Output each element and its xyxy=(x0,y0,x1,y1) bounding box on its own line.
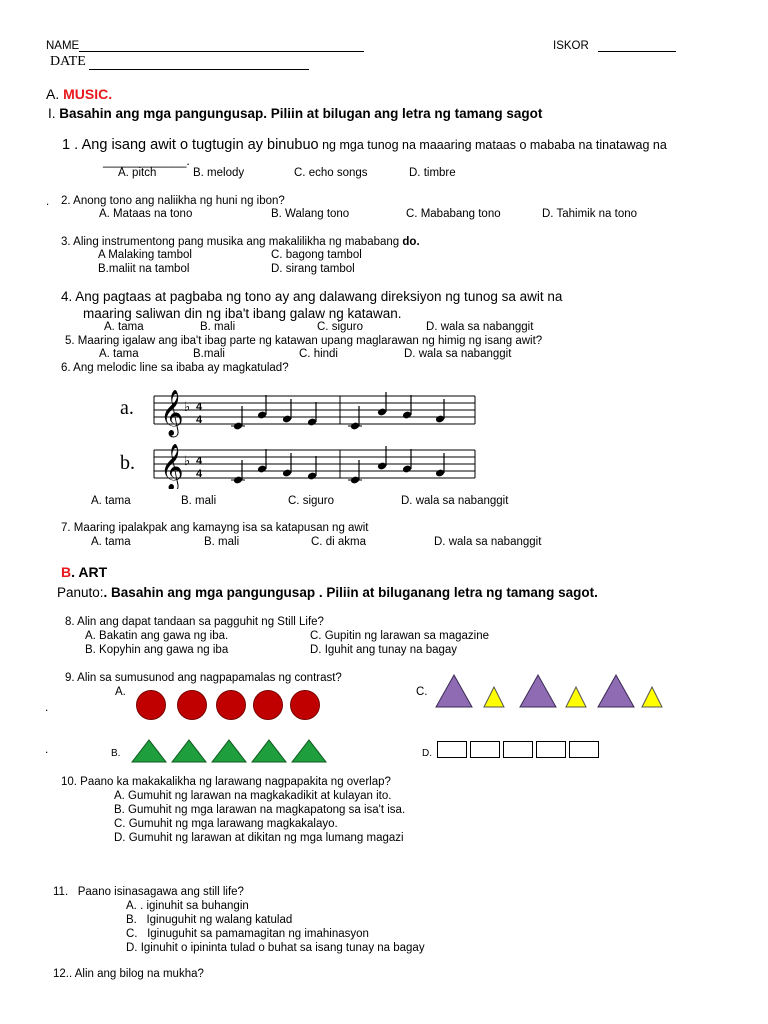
yellow-triangle xyxy=(566,687,586,707)
q3-choice-b[interactable]: B.maliit na tambol xyxy=(98,263,190,275)
q10-choice-c[interactable]: C. Gumuhit ng mga larawang magkakalayo. xyxy=(114,818,338,830)
score-line xyxy=(598,51,676,52)
q5-choice-b[interactable]: B.mali xyxy=(193,348,225,360)
q9-bullet: . xyxy=(45,742,49,756)
q2-choice-c[interactable]: C. Mababang tono xyxy=(406,208,501,220)
q11-choice-a[interactable]: A. . iginuhit sa buhangin xyxy=(126,900,249,912)
q1-choice-b[interactable]: B. melody xyxy=(193,167,245,179)
q8-choice-b[interactable]: B. Kopyhin ang gawa ng iba xyxy=(85,644,229,656)
white-rectangle xyxy=(437,741,467,758)
q7-choice-c[interactable]: C. di akma xyxy=(311,536,366,548)
q3-choice-a[interactable]: A Malaking tambol xyxy=(98,249,192,261)
q10-choice-b[interactable]: B. Gumuhit ng mga larawan na magkapatong sa isa't isa. xyxy=(114,804,406,816)
yellow-triangle xyxy=(642,687,662,707)
q9-triangles-b xyxy=(130,738,340,764)
red-circle xyxy=(177,690,207,720)
score-field[interactable] xyxy=(553,40,676,52)
staff-a-notes xyxy=(231,392,445,430)
q7-choice-b[interactable]: B. mali xyxy=(204,536,240,548)
treble-clef-icon: 𝄞 xyxy=(160,444,184,489)
q6-choice-a[interactable]: A. tama xyxy=(91,495,131,507)
date-line xyxy=(89,69,309,70)
section-a-heading xyxy=(46,86,112,102)
section-a-instruction: I. Basahin ang mga pangungusap. Piliin at bilugan ang letra ng tamang sagot xyxy=(48,106,543,121)
purple-triangle xyxy=(520,675,556,707)
q1-blank: ____________. xyxy=(103,154,190,168)
red-circle xyxy=(136,690,166,720)
melodic-line-staves xyxy=(110,384,480,489)
flat-icon: ♭ xyxy=(184,454,191,469)
q9-label-b[interactable]: B. xyxy=(111,748,121,759)
q2-choice-b[interactable]: B. Walang tono xyxy=(271,208,350,220)
section-b-title: . ART xyxy=(71,564,108,580)
green-triangle xyxy=(212,740,246,762)
q3-choice-c[interactable]: C. bagong tambol xyxy=(271,249,362,261)
q11-choice-c[interactable]: C. Iginuguhit sa pamamagitan ng imahinasyon xyxy=(126,928,369,940)
date-label: DATE xyxy=(50,54,86,69)
q11-choice-d[interactable]: D. Iginuhit o ipininta tulad o buhat sa isang tunay na bagay xyxy=(126,942,425,954)
section-b-letter: B xyxy=(61,564,72,580)
green-triangle xyxy=(132,740,166,762)
question-3: 3. Aling instrumentong pang musika ang makalilikha ng mababang do. xyxy=(61,236,420,248)
green-triangle xyxy=(252,740,286,762)
q4-choice-b[interactable]: B. mali xyxy=(200,321,236,333)
name-label: NAME xyxy=(46,40,80,52)
q7-choice-a[interactable]: A. tama xyxy=(91,536,131,548)
score-label: ISKOR xyxy=(553,40,589,52)
yellow-triangle xyxy=(484,687,504,707)
section-b-instruction: Panuto:. Basahin ang mga pangungusap . Piliin at biluganang letra ng tamang sagot. xyxy=(57,585,598,600)
q8-choice-c[interactable]: C. Gupitin ng larawan sa magazine xyxy=(310,630,489,642)
q6-choice-b[interactable]: B. mali xyxy=(181,495,217,507)
time-signature: 4 xyxy=(196,414,203,426)
q4-choice-a[interactable]: A. tama xyxy=(104,321,144,333)
green-triangle xyxy=(292,740,326,762)
question-9: 9. Alin sa sumusunod ang nagpapamalas ng contrast? xyxy=(65,672,342,684)
green-triangle xyxy=(172,740,206,762)
question-5: 5. Maaring igalaw ang iba't ibag parte ng katawan upang maglarawan ng himig ng isang awit? xyxy=(65,335,543,347)
q8-choice-a[interactable]: A. Bakatin ang gawa ng iba. xyxy=(85,630,229,642)
q1-choice-c[interactable]: C. echo songs xyxy=(294,167,368,179)
name-field[interactable] xyxy=(46,40,364,52)
section-b-heading xyxy=(61,564,107,580)
question-12: 12.. Alin ang bilog na mukha? xyxy=(53,968,204,980)
staff-b-notes xyxy=(231,446,445,484)
section-a-title: MUSIC. xyxy=(63,86,113,102)
q3-choice-d[interactable]: D. sirang tambol xyxy=(271,263,355,275)
date-field[interactable] xyxy=(50,54,309,70)
q1-choice-d[interactable]: D. timbre xyxy=(409,167,456,179)
question-8: 8. Alin ang dapat tandaan sa pagguhit ng Still Life? xyxy=(65,616,324,628)
question-2: 2. Anong tono ang naliikha ng huni ng ibon? xyxy=(61,195,285,207)
staff-b-label: b. xyxy=(120,452,135,474)
question-10: 10. Paano ka makakalikha ng larawang nagpapakita ng overlap? xyxy=(61,776,391,788)
q7-choice-d[interactable]: D. wala sa nabanggit xyxy=(434,536,542,548)
question-6: 6. Ang melodic line sa ibaba ay magkatulad? xyxy=(61,362,289,374)
question-11: 11. Paano isinasagawa ang still life? xyxy=(53,886,244,898)
q9-label-a[interactable]: A. xyxy=(115,686,126,698)
red-circle xyxy=(216,690,246,720)
question-1: 1 . Ang isang awit o tugtugin ay binubuo ng mga tunog na maaaring mataas o mababa na tinatawag na xyxy=(62,137,667,153)
question-4-line1: 4. Ang pagtaas at pagbaba ng tono ay ang dalawang direksiyon ng tunog sa awit na xyxy=(61,289,563,304)
q5-choice-d[interactable]: D. wala sa nabanggit xyxy=(404,348,512,360)
treble-clef-icon: 𝄞 xyxy=(160,390,184,436)
white-rectangle xyxy=(503,741,533,758)
question-7: 7. Maaring ipalakpak ang kamayng isa sa katapusan ng awit xyxy=(61,522,369,534)
q4-choice-c[interactable]: C. siguro xyxy=(317,321,364,333)
q9-bullet: . xyxy=(45,700,49,714)
time-signature: 4 xyxy=(196,468,203,480)
staff-a-label: a. xyxy=(120,397,134,419)
purple-triangle xyxy=(598,675,634,707)
q9-triangles-c xyxy=(432,672,672,712)
white-rectangle xyxy=(536,741,566,758)
q5-choice-a[interactable]: A. tama xyxy=(99,348,139,360)
question-4-line2: maaring saliwan din ng iba't ibang galaw ng katawan. xyxy=(83,306,402,321)
red-circle xyxy=(253,690,283,720)
q2-bullet: . xyxy=(46,196,50,208)
purple-triangle xyxy=(436,675,472,707)
q1-choice-a[interactable]: A. pitch xyxy=(118,167,157,179)
q2-choice-d[interactable]: D. Tahimik na tono xyxy=(542,208,638,220)
q10-choice-d[interactable]: D. Gumuhit ng larawan at dikitan ng mga lumang magazi xyxy=(114,832,404,844)
q6-choice-d[interactable]: D. wala sa nabanggit xyxy=(401,495,509,507)
q9-label-d[interactable]: D. xyxy=(422,748,432,759)
red-circle xyxy=(290,690,320,720)
q8-choice-d[interactable]: D. Iguhit ang tunay na bagay xyxy=(310,644,458,656)
white-rectangle xyxy=(569,741,599,758)
section-a-letter: A. xyxy=(46,86,60,102)
q10-choice-a[interactable]: A. Gumuhit ng larawan na magkakadikit at kulayan ito. xyxy=(114,790,392,802)
q11-choice-b[interactable]: B. Iginuguhit ng walang katulad xyxy=(126,914,293,926)
time-signature: 4 xyxy=(196,455,203,467)
name-line xyxy=(79,51,364,52)
q6-choice-c[interactable]: C. siguro xyxy=(288,495,335,507)
q4-choice-d[interactable]: D. wala sa nabanggit xyxy=(426,321,534,333)
white-rectangle xyxy=(470,741,500,758)
q9-label-c[interactable]: C. xyxy=(416,686,428,698)
q2-choice-a[interactable]: A. Mataas na tono xyxy=(99,208,193,220)
q5-choice-c[interactable]: C. hindi xyxy=(299,348,338,360)
flat-icon: ♭ xyxy=(184,400,191,415)
time-signature: 4 xyxy=(196,401,203,413)
